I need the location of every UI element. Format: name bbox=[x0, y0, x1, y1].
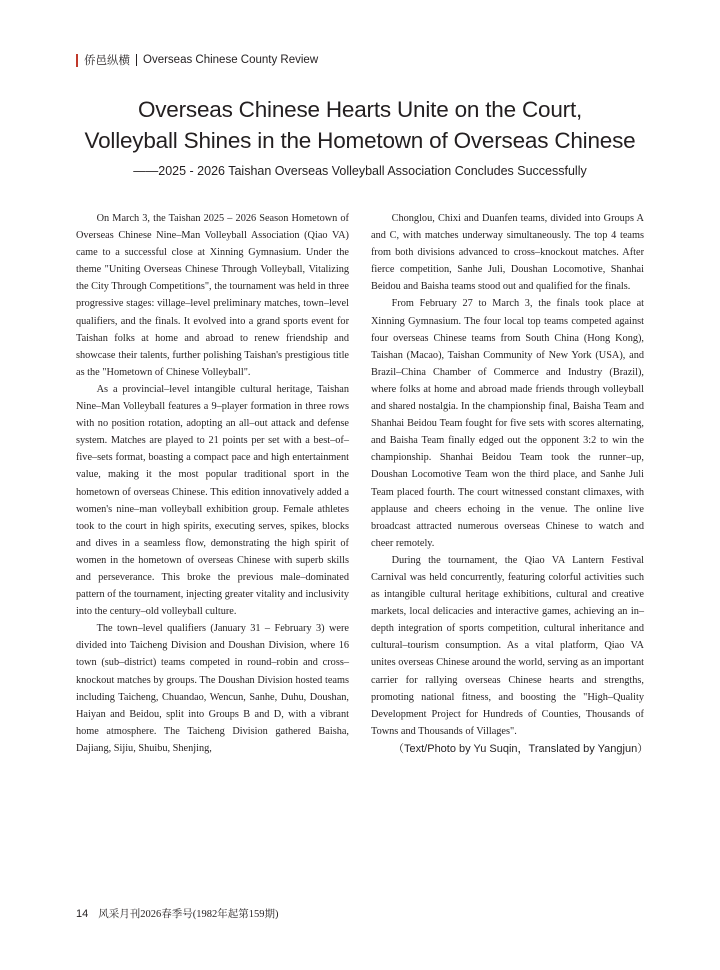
paragraph: Chonglou, Chixi and Duanfen teams, divided into Groups A and C, with matches underway simultaneously. The top 4 teams from both divisions advanced to cross–knockout matches. After fierce competition, Sanhe Juli, Doushan Locomotive, Shanhai Beidou and Baisha teams stood out and qualified for the finals. bbox=[371, 213, 644, 293]
section-name-english: Overseas Chinese County Review bbox=[143, 54, 319, 66]
header-accent-bar bbox=[76, 54, 78, 67]
paragraph: On March 3, the Taishan 2025 – 2026 Season Hometown of Overseas Chinese Nine–Man Volleyball Association (Qiao VA) came to a successful close at Xinning Gymnasium. Under the theme "Uniting Overseas Chinese Through Volleyball, Vitalizing the City Through Competitions", the tournament was held in three progressive stages: village–level preliminary matches, town–level qualifiers, and the finals. It evolved into a grand sports event for Taishan folks at home and abroad to renew friendship and showcase their talents, further polishing Taishan's prestigious title as the "Hometown of Chinese Volleyball". bbox=[76, 213, 349, 378]
article-credit: （Text/Photo by Yu Suqin，Translated by Yangjun） bbox=[393, 742, 649, 755]
section-name-chinese: 侨邑纵横 bbox=[84, 55, 130, 67]
left-column bbox=[76, 210, 349, 757]
header-separator bbox=[136, 54, 137, 66]
paragraph: The town–level qualifiers (January 31 – February 3) were divided into Taicheng Division and Doushan Division, where 16 town (sub–district) teams competed in round–robin and cross–knockout matches by groups. The Doushan Division hosted teams including Taicheng, Chuandao, Wencun, Sanhe, Duhu, Doushan, Haiyan and Beidou, split into Groups B and D, with a vibrant home atmosphere. The Taicheng Division gathered Baisha, Dajiang, Sijiu, Shuibu, Shenjing, bbox=[76, 623, 349, 754]
paragraph: As a provincial–level intangible cultural heritage, Taishan Nine–Man Volleyball features a 9–player formation in three rows with no position rotation, adopting an all–out attack and defense system. Matches are played to 21 points per set with a best–of–five–sets format, boasting a compact pace and high entertainment value, making it the most popular traditional sport in the hometown of overseas Chinese. This edition innovatively added a women's nine–man volleyball exhibition group. Female athletes took to the court in high spirits, executing serves, spikes, blocks and dives in a seamless flow, demonstrating the high spirit of women in the hometown of overseas Chinese with superb skills and perseverance. This broke the previous male–dominated pattern of the tournament, injecting greater vitality and inclusivity into the century–old volleyball culture. bbox=[76, 383, 349, 618]
article-subtitle: ——2025 - 2026 Taishan Overseas Volleyball Association Concludes Successfully bbox=[133, 164, 587, 178]
page-number: 14 bbox=[76, 907, 89, 920]
title-line-1: Overseas Chinese Hearts Unite on the Court, bbox=[137, 97, 583, 122]
paragraph: During the tournament, the Qiao VA Lantern Festival Carnival was held concurrently, featuring colorful activities such as intangible cultural heritage exhibitions, cultural and creative markets, local delicacies and interactive games, achieving an in–depth integration of sports competition, cultural inheritance and cultural–tourism consumption. As a vital platform, Qiao VA unites overseas Chinese around the world, serving as an important carrier for rallying overseas Chinese hearts and strengths, promoting national fitness, and boosting the "High–Quality Development Project for Hundreds of Counties, Thousands of Towns and Thousands of Villages". bbox=[371, 554, 644, 737]
paragraph: From February 27 to March 3, the finals took place at Xinning Gymnasium. The four local top teams competed against four overseas Chinese teams from South China (Hong Kong), Taishan (Macao), Taishan Community of New York (USA), and Brazil–China Chamber of Commerce and Industry (Brazil), where folks at home and abroad made friends through volleyball and shared nostalgia. In the championship final, Baisha Team and Shanhai Beidou Team fought for five sets with scores alternating, and Baisha Team finally edged out the opponent 3:2 to win the championship. Shanhai Beidou Team took the runner–up, Doushan Locomotive Team won the third place, and Sanhe Juli Team placed fourth. The court witnessed constant climaxes, with applause and cheers echoing in the venue. The online live broadcast attracted numerous overseas Chinese to watch and cheer remotely. bbox=[371, 298, 644, 549]
publication-info: 风采月刊2026春季号(1982年起第159期) bbox=[98, 909, 279, 920]
title-line-2: Volleyball Shines in the Hometown of Overseas Chinese bbox=[84, 128, 636, 153]
section-header bbox=[76, 51, 318, 69]
article-title bbox=[40, 94, 680, 156]
page-footer bbox=[76, 906, 279, 921]
right-column bbox=[371, 210, 649, 758]
